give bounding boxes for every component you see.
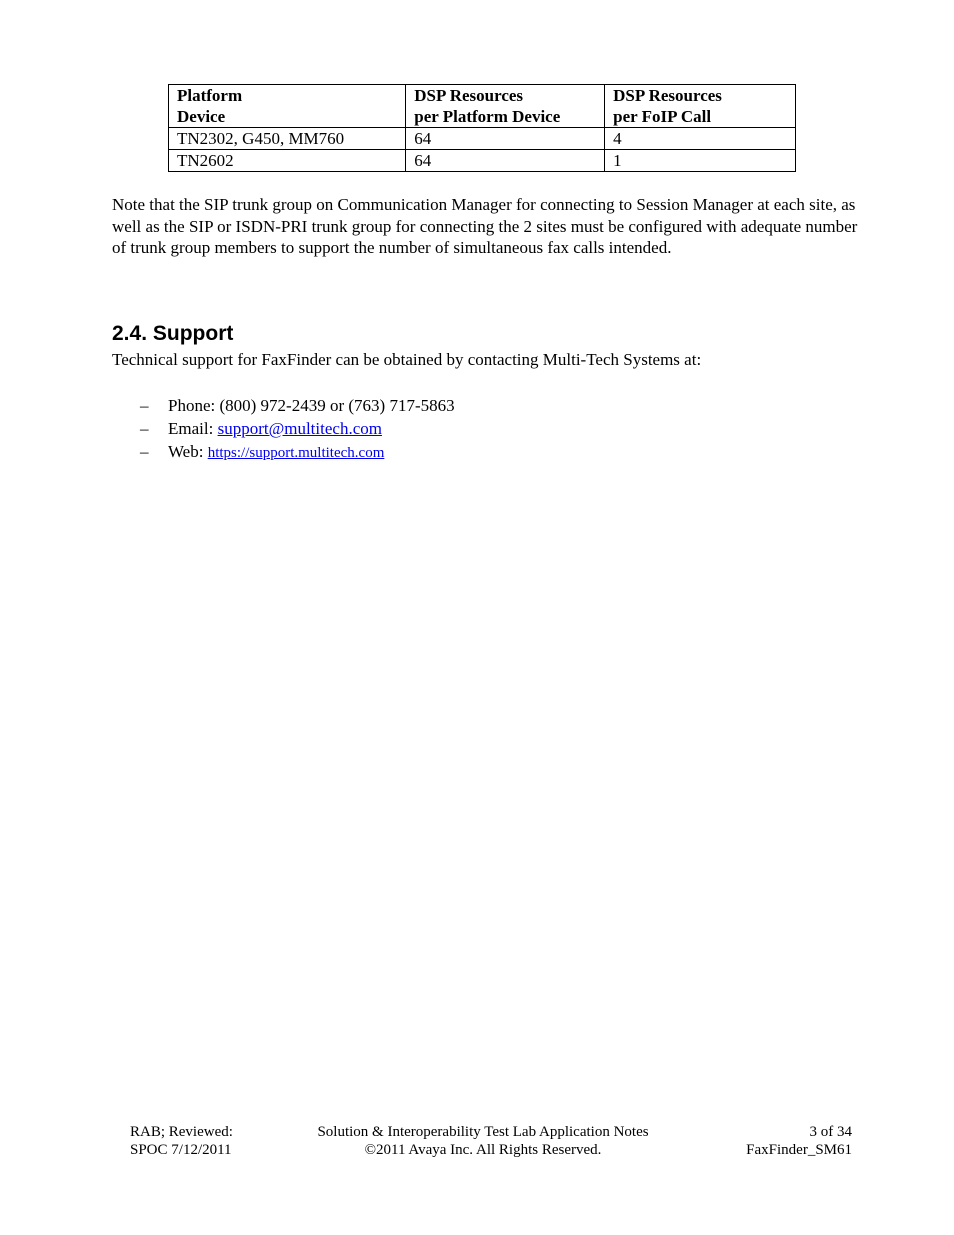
table-header-cell [169,85,406,128]
table-cell: TN2602 [169,150,406,172]
footer-doc-title: Solution & Interoperability Test Lab Application Notes [317,1124,649,1140]
email-link[interactable]: support@multitech.com [217,419,382,438]
contact-phone [140,394,455,417]
contact-web [140,440,455,465]
footer-center [240,1123,726,1159]
contact-email [140,417,455,440]
footer-reviewer: RAB; Reviewed: [130,1124,233,1140]
doc-id: FaxFinder_SM61 [746,1142,852,1158]
table-cell: 1 [605,150,796,172]
header-line: per Platform Device [414,107,561,126]
section-title: Support [152,322,234,345]
footer-copyright: ©2011 Avaya Inc. All Rights Reserved. [364,1142,602,1158]
header-line: per FoIP Call [613,107,712,126]
table-row [169,150,796,172]
table-header-cell [605,85,796,128]
dsp-resources-table [168,84,796,172]
table-header-row [169,85,796,128]
table-row [169,128,796,150]
section-number: 2.4. [112,322,148,345]
table-cell: TN2302, G450, MM760 [169,128,406,150]
header-line: DSP Resources [613,86,722,105]
table-cell: 64 [406,150,605,172]
header-line: Device [177,107,226,126]
table-cell: 4 [605,128,796,150]
phone-text: Phone: (800) 972-2439 or (763) 717-5863 [168,396,455,415]
header-line: Platform [177,86,243,105]
footer-left [130,1123,233,1159]
list-dash: – [140,419,149,438]
page-number: 3 of 34 [809,1124,852,1140]
contact-list [140,394,455,465]
footer-right [746,1123,852,1159]
trunk-group-note: Note that the SIP trunk group on Communication Manager for connecting to Session Manager at each site, as well as the SIP or ISDN-PRI trunk group for connecting the 2 sites must be configured with adequate number of trunk group members to support the number of simultaneous fax calls intended. [112,195,858,257]
table-cell: 64 [406,128,605,150]
web-link[interactable]: https://support.multitech.com [207,445,385,461]
footer-review-date: SPOC 7/12/2011 [130,1142,232,1158]
email-label: Email: [168,419,218,438]
list-dash: – [140,442,149,461]
header-line: DSP Resources [414,86,524,105]
table-header-cell [406,85,605,128]
support-intro: Technical support for FaxFinder can be obtained by contacting Multi-Tech Systems at: [112,350,702,369]
section-heading [112,320,233,348]
web-label: Web: [168,442,208,461]
list-dash: – [140,396,149,415]
